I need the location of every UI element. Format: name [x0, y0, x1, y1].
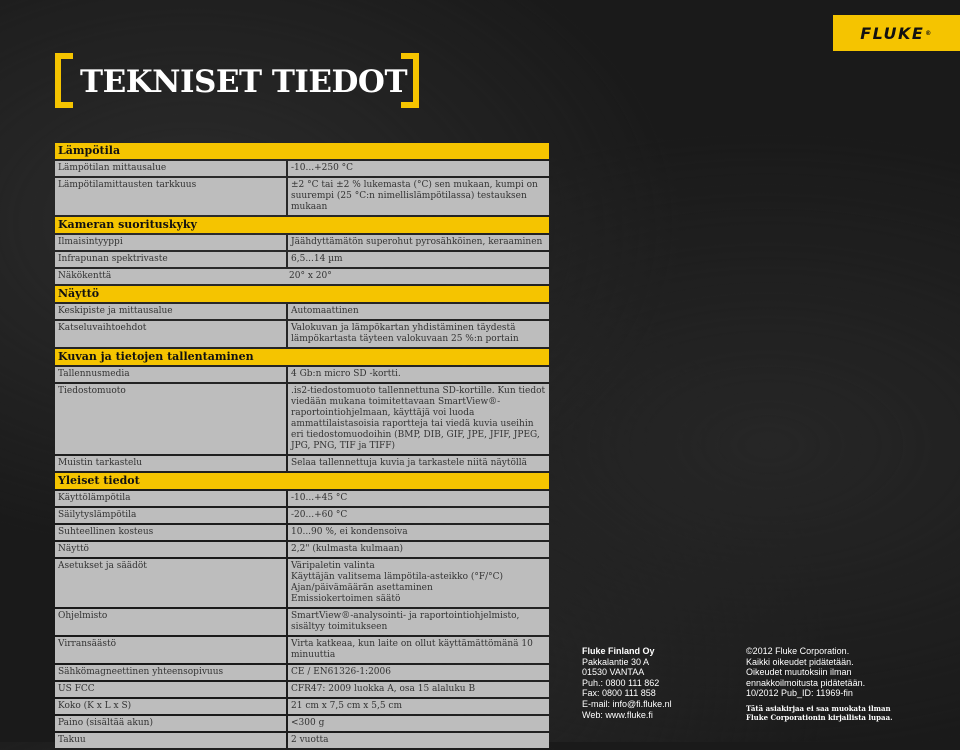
logo-reg-mark: ®: [925, 29, 933, 37]
spec-label: Tallennusmedia: [55, 367, 286, 382]
spec-value: 21 cm x 7,5 cm x 5,5 cm: [288, 699, 549, 714]
spec-row: [55, 321, 549, 347]
legal-block: [746, 646, 893, 722]
spec-label: Käyttölämpötila: [55, 491, 286, 506]
spec-label: Virransäästö: [55, 637, 286, 663]
spec-value: -10...+250 °C: [288, 161, 549, 176]
spec-row: [55, 456, 549, 471]
spec-value: Väripaletin valinta Käyttäjän valitsema lämpötila-asteikko (°F/°C) Ajan/päivämäärän asettaminen Emissiokertoimen säätö: [288, 559, 549, 607]
spec-value: Valokuvan ja lämpökartan yhdistäminen täydestä lämpökartasta täyteen valokuvaan 25 %:n portain: [288, 321, 549, 347]
title-bracket-left: [55, 53, 73, 108]
contact-line: Web: www.fluke.fi: [582, 709, 653, 720]
page-title: TEKNISET TIEDOT: [80, 64, 408, 100]
logo-text: FLUKE: [860, 23, 925, 43]
spec-label: Sähkömagneettinen yhteensopivuus: [55, 665, 286, 680]
spec-row: [55, 609, 549, 635]
spec-row: [55, 508, 549, 523]
section-heading: Näyttö: [55, 286, 549, 302]
spec-label: Ilmaisintyyppi: [55, 235, 286, 250]
spec-row: [55, 491, 549, 506]
spec-label: Suhteellinen kosteus: [55, 525, 286, 540]
spec-row: [55, 559, 549, 607]
spec-value: Virta katkeaa, kun laite on ollut käyttämättömänä 10 minuuttia: [288, 637, 549, 663]
spec-label: Keskipiste ja mittausalue: [55, 304, 286, 319]
legal-line: 10/2012 Pub_ID: 11969-fin: [746, 688, 853, 699]
spec-row: [55, 733, 549, 748]
legal-line: ©2012 Fluke Corporation.: [746, 646, 850, 656]
spec-row: [55, 637, 549, 663]
spec-row: [55, 716, 549, 731]
spec-value: CE / EN61326-1:2006: [288, 665, 549, 680]
spec-value: ±2 °C tai ±2 % lukemasta (°C) sen mukaan, kumpi on suurempi (25 °C:n nimellislämpötilassa) testauksen mukaan: [288, 178, 549, 215]
spec-table: [55, 141, 549, 750]
section-heading: Kameran suorituskyky: [55, 217, 549, 233]
spec-row: [55, 178, 549, 215]
spec-row: [55, 161, 549, 176]
company-name: Fluke Finland Oy: [582, 646, 655, 656]
spec-value: -10...+45 °C: [288, 491, 549, 506]
fluke-logo: [833, 15, 960, 51]
spec-label: Tiedostomuoto: [55, 384, 286, 454]
spec-value: 2 vuotta: [288, 733, 549, 748]
contact-block: [582, 646, 672, 720]
spec-label: Katseluvaihtoehdot: [55, 321, 286, 347]
spec-row: [55, 252, 549, 267]
spec-label: Paino (sisältää akun): [55, 716, 286, 731]
legal-line: Oikeudet muutoksiin ilman: [746, 667, 852, 678]
contact-line: Pakkalantie 30 A: [582, 656, 650, 667]
section-heading: Yleiset tiedot: [55, 473, 549, 489]
spec-value: Selaa tallennettuja kuvia ja tarkastele niitä näytöllä: [288, 456, 549, 471]
spec-value: Jäähdyttämätön superohut pyrosähköinen, keraaminen: [288, 235, 549, 250]
spec-label: Ohjelmisto: [55, 609, 286, 635]
spec-row: [55, 682, 549, 697]
legal-line: Kaikki oikeudet pidätetään.: [746, 656, 854, 667]
spec-row: [55, 384, 549, 454]
spec-label: [55, 269, 549, 284]
spec-row: [55, 542, 549, 557]
spec-value: .is2-tiedostomuoto tallennettuna SD-kortille. Kun tiedot viedään mukana toimitettavaan SmartView®-raportointiohjelmaan, käyttäjä voi luoda ammattilaistasoisia raportteja tai viedä kuvia useihin eri tiedostomuodoihin (BMP, DIB, GIF, JPE, JFIF, JPEG, JPG, PNG, TIF ja TIFF): [288, 384, 549, 454]
spec-row: [55, 367, 549, 382]
spec-value: 6,5...14 µm: [288, 252, 549, 267]
spec-value: 4 Gb:n micro SD -kortti.: [288, 367, 549, 382]
spec-value: CFR47: 2009 luokka A, osa 15 alaluku B: [288, 682, 549, 697]
spec-label: US FCC: [55, 682, 286, 697]
spec-label: Infrapunan spektrivaste: [55, 252, 286, 267]
spec-row: [55, 525, 549, 540]
legal-line: ennakkoilmoitusta pidätetään.: [746, 677, 866, 688]
section-heading: Kuvan ja tietojen tallentaminen: [55, 349, 549, 365]
spec-row: [55, 235, 549, 250]
spec-value: Automaattinen: [288, 304, 549, 319]
spec-value: 20° x 20°: [289, 271, 332, 281]
spec-value: 10...90 %, ei kondensoiva: [288, 525, 549, 540]
legal-notice-line: Fluke Corporationin kirjallista lupaa.: [746, 712, 893, 722]
spec-value: 2,2" (kulmasta kulmaan): [288, 542, 549, 557]
spec-value: <300 g: [288, 716, 549, 731]
spec-row: [55, 304, 549, 319]
spec-label: Asetukset ja säädöt: [55, 559, 286, 607]
spec-value: SmartView®-analysointi- ja raportointiohjelmisto, sisältyy toimitukseen: [288, 609, 549, 635]
spec-row: [55, 699, 549, 714]
spec-label-text: Näkökenttä: [58, 271, 112, 281]
spec-label: Takuu: [55, 733, 286, 748]
legal-notice-line: Tätä asiakirjaa ei saa muokata ilman: [746, 703, 891, 713]
spec-label: Näyttö: [55, 542, 286, 557]
spec-row: [55, 269, 549, 284]
spec-label: Koko (K x L x S): [55, 699, 286, 714]
spec-label: Lämpötilamittausten tarkkuus: [55, 178, 286, 215]
contact-line: 01530 VANTAA: [582, 667, 645, 678]
legal-notice: [746, 704, 893, 722]
spec-label: Lämpötilan mittausalue: [55, 161, 286, 176]
contact-line: Puh.: 0800 111 862: [582, 677, 660, 688]
contact-line: Fax: 0800 111 858: [582, 688, 656, 699]
spec-value: -20...+60 °C: [288, 508, 549, 523]
section-heading: Lämpötila: [55, 143, 549, 159]
spec-label: Säilytyslämpötila: [55, 508, 286, 523]
spec-row: [55, 665, 549, 680]
spec-label: Muistin tarkastelu: [55, 456, 286, 471]
contact-line: E-mail: info@fi.fluke.nl: [582, 698, 672, 709]
